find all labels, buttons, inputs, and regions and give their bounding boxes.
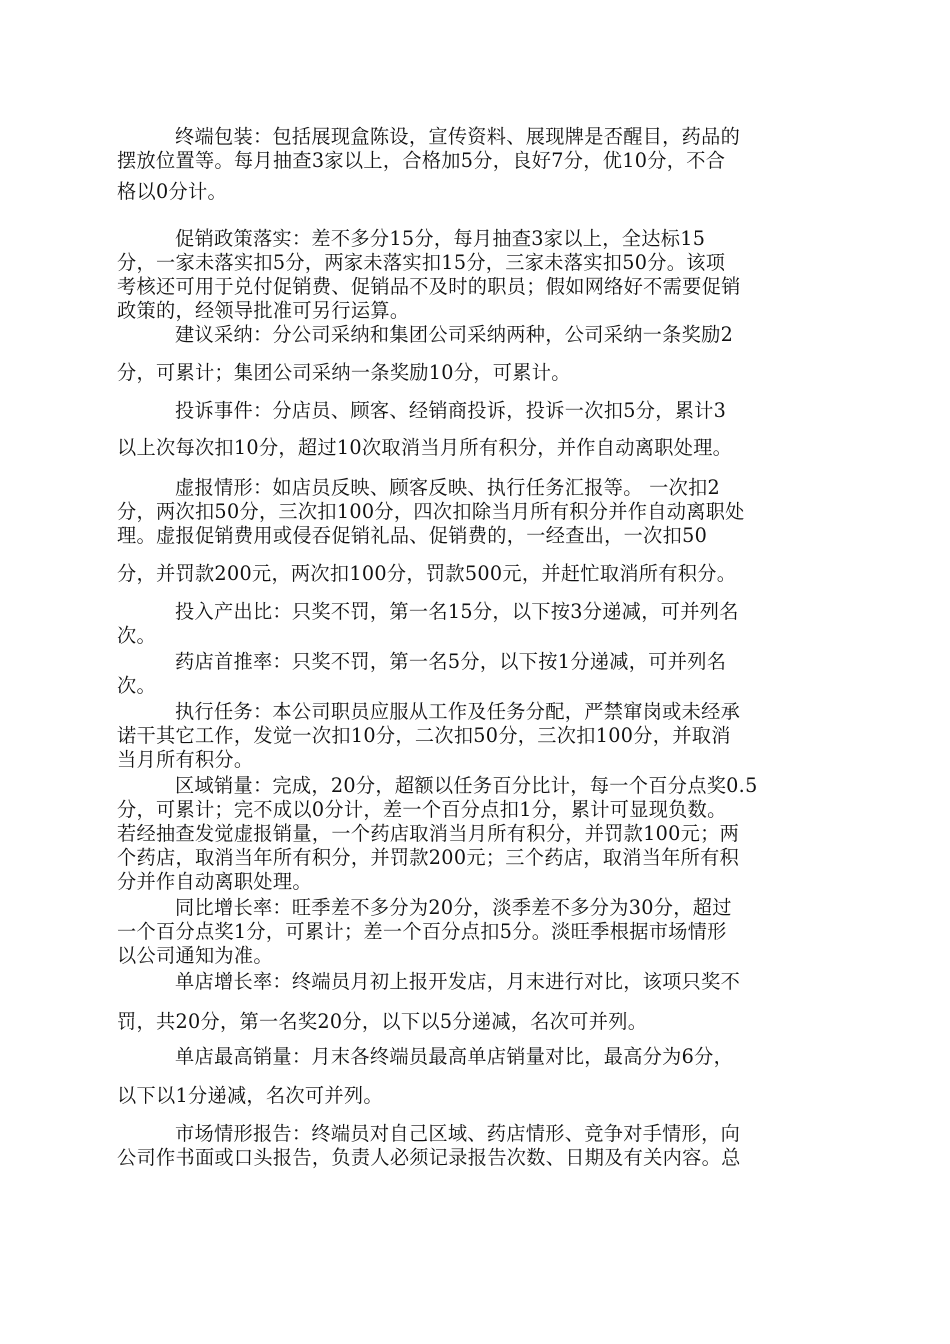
paragraph-complaints-line-2: 以上次每次扣10分，超过10次取消当月所有积分，并作自动离职处理。 [117,436,733,459]
paragraph-suggestion-adoption-line-1: 建议采纳：分公司采纳和集团公司采纳两种，公司采纳一条奖励2 [175,323,734,346]
paragraph-pharmacy-first-push-line-2: 次。 [117,674,156,697]
paragraph-false-report-line-2: 分，两次扣50分，三次扣100分，四次扣除当月所有积分并作自动离职处 [117,500,745,523]
paragraph-regional-sales-line-3: 若经抽查发觉虚报销量，一个药店取消当月所有积分，并罚款100元；两 [117,822,740,845]
paragraph-regional-sales-line-5: 分并作自动离职处理。 [117,870,312,893]
paragraph-regional-sales-line-1: 区域销量：完成，20分，超额以任务百分比计，每一个百分点奖0.5 [175,774,758,797]
paragraph-task-execution-line-2: 诺干其它工作，发觉一次扣10分，二次扣50分，三次扣100分，并取消 [117,724,731,747]
paragraph-promotion-policy-line-2: 分，一家未落实扣5分，两家未落实扣15分，三家未落实扣50分。该项 [117,251,726,274]
paragraph-yoy-growth-line-2: 一个百分点奖1分，可累计；差一个百分点扣5分。淡旺季根据市场情形 [117,920,727,943]
paragraph-yoy-growth-line-1: 同比增长率：旺季差不多分为20分，淡季差不多分为30分，超过 [175,896,732,919]
paragraph-yoy-growth-line-3: 以公司通知为准。 [117,944,273,967]
paragraph-task-execution-line-3: 当月所有积分。 [117,748,254,771]
paragraph-promotion-policy-line-4: 政策的，经领导批准可另行运算。 [117,299,410,322]
paragraph-single-store-top-sales-line-2: 以下以1分递减，名次可并列。 [117,1084,383,1107]
paragraph-terminal-packaging-line-1: 终端包装：包括展现盒陈设，宣传资料、展现牌是否醒目，药品的 [175,125,741,148]
paragraph-input-output-line-2: 次。 [117,624,156,647]
paragraph-single-store-growth-line-2: 罚，共20分，第一名奖20分，以下以5分递减，名次可并列。 [117,1010,648,1033]
paragraph-complaints-line-1: 投诉事件：分店员、顾客、经销商投诉，投诉一次扣5分，累计3 [175,399,727,422]
paragraph-false-report-line-3: 理。虚报促销费用或侵吞促销礼品、促销费的，一经查出，一次扣50 [117,524,708,547]
paragraph-suggestion-adoption-line-2: 分，可累计；集团公司采纳一条奖励10分，可累计。 [117,361,571,384]
paragraph-pharmacy-first-push-line-1: 药店首推率：只奖不罚，第一名5分，以下按1分递减，可并列名 [175,650,727,673]
paragraph-terminal-packaging-line-3: 格以0分计。 [117,180,227,203]
paragraph-task-execution-line-1: 执行任务：本公司职员应服从工作及任务分配，严禁窜岗或未经承 [175,700,741,723]
paragraph-input-output-line-1: 投入产出比：只奖不罚，第一名15分，以下按3分递减，可并列名 [175,600,739,623]
paragraph-false-report-line-4: 分，并罚款200元，两次扣100分，罚款500元，并赶忙取消所有积分。 [117,562,737,585]
paragraph-regional-sales-line-2: 分，可累计；完不成以0分计，差一个百分点扣1分，累计可显现负数。 [117,798,727,821]
paragraph-terminal-packaging-line-2: 摆放位置等。每月抽查3家以上，合格加5分，良好7分，优10分，不合 [117,149,726,172]
paragraph-regional-sales-line-4: 个药店，取消当年所有积分，并罚款200元；三个药店，取消当年所有积 [117,846,740,869]
paragraph-single-store-growth-line-1: 单店增长率：终端员月初上报开发店，月末进行对比，该项只奖不 [175,970,741,993]
paragraph-market-report-line-2: 公司作书面或口头报告，负责人必须记录报告次数、日期及有关内容。总 [117,1146,741,1169]
paragraph-promotion-policy-line-1: 促销政策落实：差不多分15分，每月抽查3家以上，全达标15 [175,227,706,250]
paragraph-promotion-policy-line-3: 考核还可用于兑付促销费、促销品不及时的职员；假如网络好不需要促销 [117,275,741,298]
paragraph-single-store-top-sales-line-1: 单店最高销量：月末各终端员最高单店销量对比，最高分为6分， [175,1045,734,1068]
paragraph-market-report-line-1: 市场情形报告：终端员对自己区域、药店情形、竞争对手情形，向 [175,1122,741,1145]
paragraph-false-report-line-1: 虚报情形：如店员反映、顾客反映、执行任务汇报等。 一次扣2 [175,476,721,499]
